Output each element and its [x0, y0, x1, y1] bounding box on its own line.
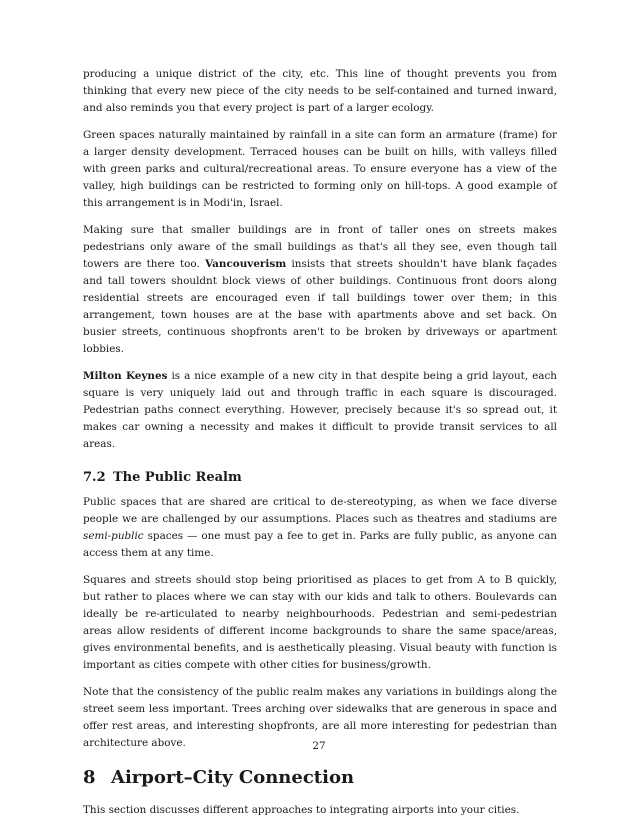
- paragraph-ecology: producing a unique district of the city, etc. This line of thought prevents you from thinking that every new piece of the city needs to be self-contained and turned inward, and also reminds you that every project is part of a larger ecology.: [83, 68, 557, 114]
- chapter-number: 8: [83, 767, 96, 788]
- public-spaces-text-after: spaces — one must pay a fee to get in. Parks are fully public, as anyone can access them at any time.: [83, 530, 557, 559]
- milton-keynes-term: Milton Keynes: [83, 370, 168, 382]
- vancouverism-text-before: Making sure that smaller buildings are in front of taller ones on streets makes pedestrians only aware of the small buildings as that's all they see, even though tall towers are there too.: [83, 224, 557, 270]
- milton-keynes-text: is a nice example of a new city in that despite being a grid layout, each square is very uniquely laid out and through traffic in each square is discouraged. Pedestrian paths connect everything. However, precisely because it's so spread out, it makes car owning a necessity and makes it difficult to provide transit services to all areas.: [83, 370, 557, 450]
- public-spaces-text-before: Public spaces that are shared are critical to de-stereotyping, as when we face diverse people we are challenged by our assumptions. Places such as theatres and stadiums are: [83, 496, 557, 525]
- paragraph-green-spaces: Green spaces naturally maintained by rainfall in a site can form an armature (frame) for a larger density development. Terraced houses can be built on hills, with valleys filled with green parks and cultural/recreational areas. To ensure everyone has a view of the valley, high buildings can be restricted to forming only on hill-tops. A good example of this arrangement is in Modi'in, Israel.: [83, 129, 557, 209]
- paragraph-airports-intro: This section discusses different approaches to integrating airports into your cities.: [83, 804, 520, 816]
- vancouverism-term: Vancouverism: [205, 258, 287, 270]
- chapter-title: Airport–City Connection: [111, 767, 355, 788]
- section-heading-8: [83, 766, 557, 790]
- paragraph-milton-keynes: [83, 368, 557, 453]
- section-title: The Public Realm: [113, 470, 242, 485]
- semi-public-term: semi-public: [83, 530, 144, 542]
- page-number: 27: [312, 740, 326, 752]
- section-heading-7-2: [83, 469, 557, 486]
- vancouverism-text-after: insists that streets shouldn't have blank façades and tall towers shouldnt block views of other buildings. Continuous front doors along residential streets are encouraged even if tall buildings tower over them; in this arrangement, town houses are at the base with apartments above and set back. On busier streets, continuous shopfronts aren't to be broken by driveways or apartment lobbies.: [83, 258, 557, 355]
- section-number: 7.2: [83, 470, 106, 485]
- page-content: [83, 66, 557, 829]
- paragraph-consistency: Note that the consistency of the public realm makes any variations in buildings along the street seem less important. Trees arching over sidewalks that are generous in space and offer rest areas, and interesting shopfronts, are all more interesting for pedestrian than architecture above.: [83, 686, 557, 749]
- paragraph-public-spaces: [83, 494, 557, 562]
- paragraph-squares-streets: Squares and streets should stop being prioritised as places to get from A to B quickly, but rather to places where we can stay with our kids and talk to others. Boulevards can ideally be re-articulated to nearby neighbourhoods. Pedestrian and semi-pedestrian areas allow residents of different income backgrounds to share the same space/areas, gives environmental benefits, and is aesthetically pleasing. Visual beauty with function is important as cities compete with other cities for business/growth.: [83, 574, 557, 671]
- paragraph-vancouverism: [83, 222, 557, 358]
